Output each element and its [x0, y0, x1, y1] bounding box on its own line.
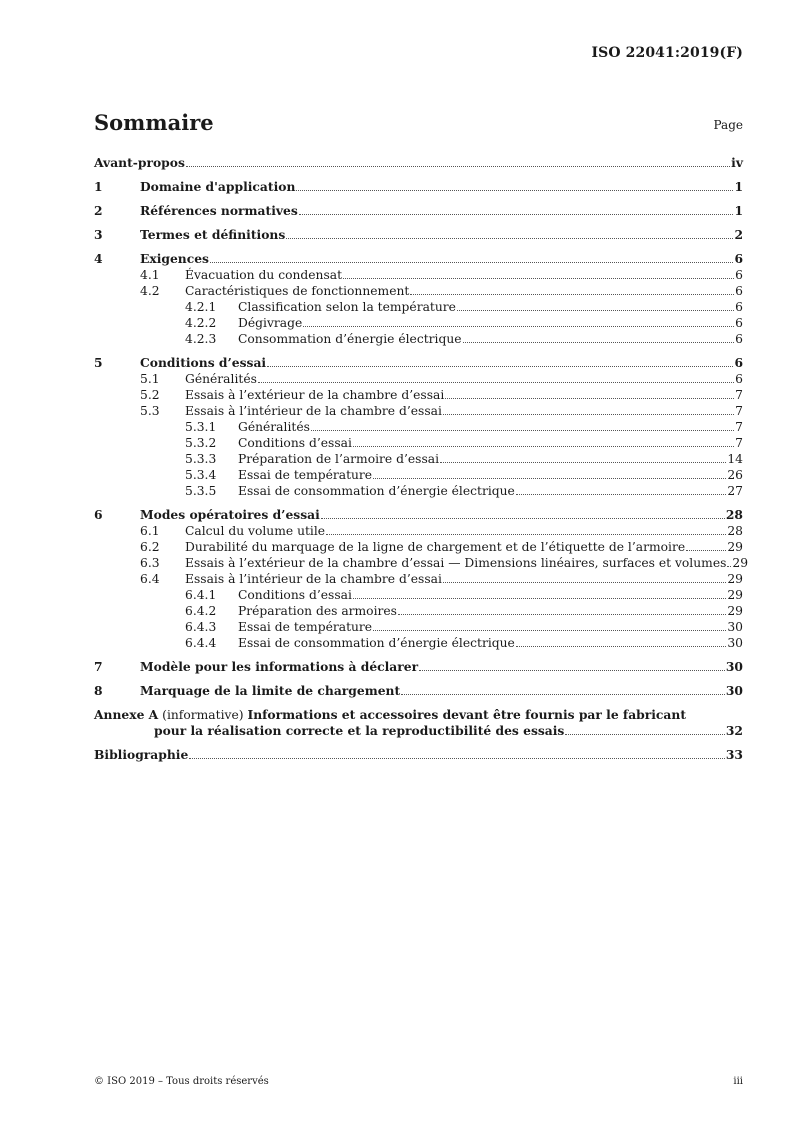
toc-entry-page: 7 [735, 436, 743, 450]
toc-entry-title: Essais à l’extérieur de la chambre d’essai — Dimensions linéaires, surfaces et volumes [185, 556, 727, 570]
annex-page: 32 [725, 723, 743, 738]
toc-entry-title: Modes opératoires d’essai [140, 507, 320, 522]
toc-entry-title: Essai de température [238, 620, 373, 634]
dot-leader [326, 533, 726, 535]
toc-entry[interactable] [94, 435, 743, 451]
dot-leader [419, 669, 725, 671]
toc-entry-page: 27 [727, 484, 743, 498]
toc-entry-page: 6 [735, 316, 743, 330]
toc-entry-page: 14 [727, 452, 743, 466]
toc-entry[interactable] [94, 539, 743, 555]
toc-entry-title: Évacuation du condensat [185, 268, 343, 282]
toc-entry-page: 1 [734, 203, 743, 218]
toc-entry-title: Classification selon la température [238, 300, 456, 314]
dot-leader [410, 293, 734, 295]
toc-entry-number: 6.1 [140, 524, 160, 538]
dot-leader [321, 517, 725, 519]
toc-entry[interactable] [94, 483, 743, 499]
toc-entry-title: Avant-propos [94, 155, 185, 170]
toc-entry-page: 6 [735, 268, 743, 282]
toc-entry[interactable] [94, 331, 743, 347]
footer-page-number: iii [733, 1076, 743, 1087]
toc-entry-number: 5.1 [140, 372, 160, 386]
toc-entry-page: 30 [727, 636, 743, 650]
toc-annex-entry[interactable] [94, 707, 743, 739]
toc-entry-page: 6 [735, 284, 743, 298]
toc-entry-page: 26 [727, 468, 743, 482]
toc-entry-number: 5.3.2 [185, 436, 217, 450]
toc-entry[interactable] [94, 267, 743, 283]
toc-entry-number: 5 [94, 355, 103, 370]
toc-entry-title: Termes et définitions [140, 227, 286, 242]
toc-entry-number: 4.2.3 [185, 332, 217, 346]
toc-entry-number: 6.4.3 [185, 620, 217, 634]
toc-entry-page: 30 [725, 683, 743, 698]
toc-entry[interactable] [94, 179, 743, 195]
bibliography-page: 33 [725, 747, 743, 762]
toc-entry-title: Calcul du volume utile [185, 524, 326, 538]
toc-entry-title: Conditions d’essai [238, 588, 352, 602]
dot-leader [258, 381, 734, 383]
toc-entry[interactable] [94, 659, 743, 675]
dot-leader [210, 261, 733, 263]
toc-entry-page: 30 [725, 659, 743, 674]
toc-entry-page: 6 [735, 372, 743, 386]
annex-title-line2: pour la réalisation correcte et la reproductibilité des essais [154, 723, 565, 738]
toc-entry-number: 4.1 [140, 268, 160, 282]
toc-entry[interactable] [94, 451, 743, 467]
toc-entry[interactable] [94, 355, 743, 371]
toc-entry-number: 1 [94, 179, 103, 194]
toc-entry[interactable] [94, 587, 743, 603]
toc-entry[interactable] [94, 203, 743, 219]
toc-entry-number: 4 [94, 251, 103, 266]
dot-leader [299, 213, 734, 215]
toc-entry-page: iv [731, 155, 743, 170]
toc-entry-title: Généralités [238, 420, 310, 434]
toc-entry-number: 4.2.1 [185, 300, 217, 314]
toc-entry-page: 6 [735, 300, 743, 314]
dot-leader [727, 565, 731, 567]
table-of-contents [94, 155, 749, 763]
toc-entry-number: 5.2 [140, 388, 160, 402]
page-column-label: Page [713, 118, 743, 132]
toc-entry-title: Domaine d'application [140, 179, 296, 194]
document-id: ISO 22041:2019(F) [591, 45, 743, 61]
toc-entry-page: 7 [735, 420, 743, 434]
toc-entry-page: 30 [727, 620, 743, 634]
toc-entry-page: 29 [732, 556, 749, 570]
toc-entry[interactable] [94, 419, 743, 435]
toc-entry-number: 6 [94, 507, 103, 522]
dot-leader [373, 629, 726, 631]
toc-entry-page: 28 [725, 507, 743, 522]
toc-entry-title: Essai de consommation d’énergie électrique [238, 484, 515, 498]
dot-leader [516, 645, 727, 647]
toc-entry[interactable] [94, 683, 743, 699]
toc-entry-number: 3 [94, 227, 103, 242]
toc-entry-page: 6 [734, 251, 743, 266]
toc-entry-title: Généralités [185, 372, 257, 386]
toc-entry-page: 2 [734, 227, 743, 242]
dot-leader [343, 277, 734, 279]
toc-entry[interactable] [94, 603, 743, 619]
toc-entry[interactable] [94, 315, 743, 331]
toc-entry-number: 8 [94, 683, 103, 698]
toc-entry-title: Durabilité du marquage de la ligne de chargement et de l’étiquette de l’armoire [185, 540, 686, 554]
toc-entry-title: Conditions d’essai [238, 436, 352, 450]
dot-leader [286, 237, 733, 239]
toc-entry-page: 29 [727, 540, 743, 554]
dot-leader [686, 549, 726, 551]
toc-entry-number: 6.4 [140, 572, 160, 586]
dot-leader [373, 477, 726, 479]
toc-entry[interactable] [94, 555, 749, 571]
dot-leader [267, 365, 733, 367]
toc-entry[interactable] [94, 251, 743, 267]
toc-entry[interactable] [94, 467, 743, 483]
toc-entry-number: 5.3.3 [185, 452, 217, 466]
toc-entry-number: 5.3.1 [185, 420, 217, 434]
dot-leader [443, 581, 726, 583]
toc-entry-page: 6 [735, 332, 743, 346]
toc-entry-title: Préparation des armoires [238, 604, 397, 618]
toc-entry-title: Marquage de la limite de chargement [140, 683, 401, 698]
toc-entry-title: Essai de température [238, 468, 373, 482]
toc-entry-number: 5.3.5 [185, 484, 217, 498]
dot-leader [189, 757, 725, 759]
toc-entry-page: 7 [735, 404, 743, 418]
toc-entry-number: 6.3 [140, 556, 160, 570]
toc-bibliography-entry[interactable] [94, 747, 743, 763]
toc-entry-number: 4.2.2 [185, 316, 217, 330]
toc-entry[interactable] [94, 403, 743, 419]
toc-entry[interactable] [94, 227, 743, 243]
dot-leader [401, 693, 725, 695]
toc-entry-title: Dégivrage [238, 316, 303, 330]
toc-entry-page: 29 [727, 604, 743, 618]
toc-entry-title: Préparation de l’armoire d’essai [238, 452, 440, 466]
dot-leader [353, 445, 734, 447]
footer-copyright: © ISO 2019 – Tous droits réservés [94, 1076, 269, 1087]
toc-entry[interactable] [94, 155, 743, 171]
toc-entry-title: Essais à l’intérieur de la chambre d’essai [185, 572, 442, 586]
annex-title-line1: Informations et accessoires devant être fournis par le fabricant [247, 707, 687, 722]
toc-entry[interactable] [94, 387, 743, 403]
toc-entry-title: Conditions d’essai [140, 355, 267, 370]
dot-leader [443, 413, 734, 415]
toc-entry[interactable] [94, 619, 743, 635]
toc-entry-page: 1 [734, 179, 743, 194]
dot-leader [311, 429, 734, 431]
dot-leader [353, 597, 726, 599]
dot-leader [463, 341, 734, 343]
annex-label: Annexe A [94, 707, 159, 722]
dot-leader [186, 165, 730, 167]
toc-entry-title: Consommation d’énergie électrique [238, 332, 462, 346]
toc-entry-title: Modèle pour les informations à déclarer [140, 659, 419, 674]
dot-leader [516, 493, 727, 495]
toc-entry-number: 6.4.1 [185, 588, 217, 602]
toc-entry-number: 4.2 [140, 284, 160, 298]
toc-entry-number: 6.2 [140, 540, 160, 554]
toc-entry-number: 5.3 [140, 404, 160, 418]
toc-entry[interactable] [94, 571, 743, 587]
dot-leader [303, 325, 734, 327]
toc-entry[interactable] [94, 635, 743, 651]
dot-leader [445, 397, 734, 399]
toc-entry-title: Références normatives [140, 203, 298, 218]
toc-entry-page: 29 [727, 572, 743, 586]
toc-entry-page: 7 [735, 388, 743, 402]
dot-leader [457, 309, 734, 311]
toc-entry[interactable] [94, 371, 743, 387]
toc-entry[interactable] [94, 523, 743, 539]
annex-type: (informative) [162, 708, 244, 722]
dot-leader [565, 733, 725, 735]
toc-entry-number: 6.4.4 [185, 636, 217, 650]
dot-leader [398, 613, 726, 615]
toc-entry-title: Essai de consommation d’énergie électrique [238, 636, 515, 650]
toc-entry[interactable] [94, 507, 743, 523]
toc-entry-title: Essais à l’extérieur de la chambre d’essai [185, 388, 445, 402]
toc-entry-page: 6 [734, 355, 743, 370]
bibliography-text: Bibliographie [94, 747, 189, 762]
toc-entry-page: 28 [727, 524, 743, 538]
toc-entry-page: 29 [727, 588, 743, 602]
dot-leader [440, 461, 726, 463]
toc-entry-title: Essais à l’intérieur de la chambre d’essai [185, 404, 442, 418]
toc-title: Sommaire [94, 110, 214, 135]
toc-entry-title: Caractéristiques de fonctionnement [185, 284, 410, 298]
toc-entry-title: Exigences [140, 251, 209, 266]
toc-entry-number: 6.4.2 [185, 604, 217, 618]
toc-entry[interactable] [94, 283, 743, 299]
toc-entry[interactable] [94, 299, 743, 315]
dot-leader [296, 189, 733, 191]
toc-entry-number: 5.3.4 [185, 468, 217, 482]
toc-entry-number: 2 [94, 203, 103, 218]
toc-entry-number: 7 [94, 659, 103, 674]
